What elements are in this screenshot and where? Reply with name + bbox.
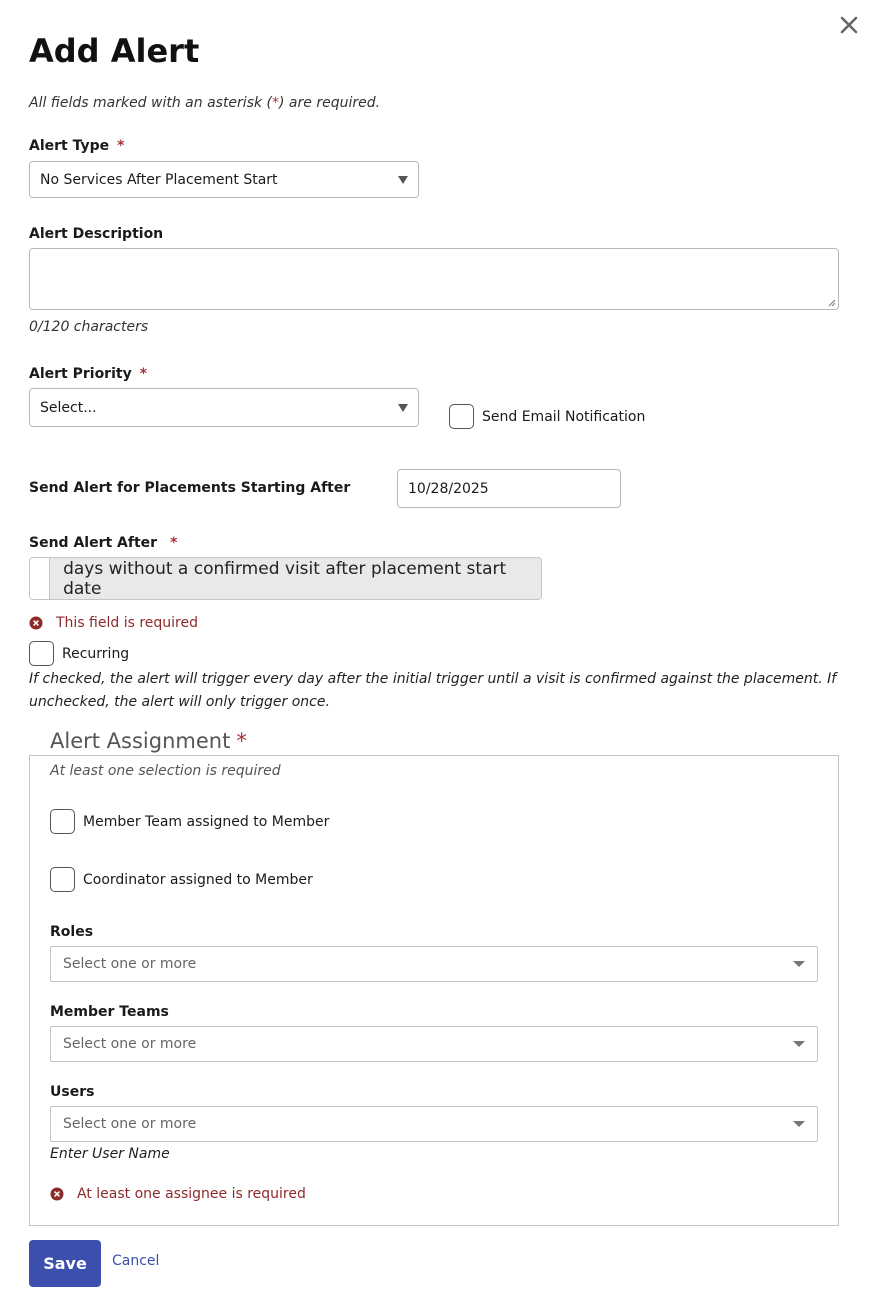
alert-priority-selected-value: Select... (40, 399, 97, 416)
roles-placeholder: Select one or more (63, 956, 197, 972)
member-teams-placeholder: Select one or more (63, 1036, 197, 1052)
recurring-checkbox[interactable] (29, 641, 54, 666)
alert-priority-label (29, 366, 147, 382)
recurring-help-text: If checked, the alert will trigger every day after the initial trigger until a visit is confirmed against the placement. If unchecked, the alert will only trigger once. (29, 671, 837, 710)
send-alert-after-label-text: Send Alert After (29, 535, 158, 551)
alert-priority-select[interactable] (29, 388, 419, 427)
users-hint: Enter User Name (50, 1146, 170, 1162)
member-teams-multiselect[interactable] (50, 1026, 818, 1062)
alert-priority-label-text: Alert Priority (29, 366, 132, 382)
send-email-checkbox[interactable] (449, 404, 474, 429)
alert-type-label-text: Alert Type (29, 138, 110, 154)
roles-multiselect[interactable] (50, 946, 818, 982)
alert-assignment-legend (40, 729, 257, 753)
dialog-title: Add Alert (29, 32, 200, 70)
member-team-label[interactable]: Member Team assigned to Member (83, 814, 330, 830)
send-alert-after-group (29, 557, 542, 600)
placements-after-date-input[interactable] (397, 469, 621, 508)
cancel-link[interactable]: Cancel (112, 1253, 160, 1269)
required-asterisk: * (236, 729, 247, 753)
required-asterisk: * (117, 138, 125, 154)
roles-label: Roles (50, 924, 94, 940)
send-alert-after-days-input[interactable] (30, 558, 50, 599)
caret-down-icon (793, 1041, 805, 1047)
caret-down-icon (793, 1121, 805, 1127)
required-note (29, 95, 380, 111)
send-alert-after-error (29, 615, 198, 631)
users-multiselect[interactable] (50, 1106, 818, 1142)
caret-down-icon (793, 961, 805, 967)
alert-type-label (29, 138, 124, 154)
send-alert-after-error-text: This field is required (56, 615, 199, 631)
required-note-asterisk: * (272, 95, 280, 111)
alert-assignment-legend-text: Alert Assignment (50, 729, 231, 753)
resize-grip-icon[interactable] (826, 297, 836, 307)
close-icon (840, 16, 858, 34)
alert-description-label: Alert Description (29, 226, 164, 242)
assignee-error (50, 1186, 306, 1202)
close-button[interactable] (836, 12, 862, 38)
save-button[interactable]: Save (29, 1240, 101, 1287)
alert-type-select[interactable] (29, 161, 419, 198)
error-icon (50, 1187, 64, 1201)
required-asterisk: * (139, 366, 148, 382)
coordinator-checkbox[interactable] (50, 867, 75, 892)
member-team-checkbox[interactable] (50, 809, 75, 834)
coordinator-label[interactable]: Coordinator assigned to Member (83, 872, 313, 888)
character-counter: 0/120 characters (29, 319, 149, 335)
send-email-label[interactable]: Send Email Notification (482, 409, 646, 425)
member-teams-label: Member Teams (50, 1004, 169, 1020)
placements-after-date-value: 10/28/2025 (408, 480, 489, 497)
send-alert-after-label (29, 535, 177, 551)
send-alert-after-addon: days without a confirmed visit after placement start date (50, 558, 541, 599)
users-placeholder: Select one or more (63, 1116, 197, 1132)
placements-after-label: Send Alert for Placements Starting After (29, 480, 351, 496)
required-note-prefix: All fields marked with an asterisk ( (29, 95, 273, 111)
caret-down-icon (398, 176, 408, 184)
required-asterisk: * (170, 535, 178, 551)
users-label: Users (50, 1084, 95, 1100)
required-note-suffix: ) are required. (279, 95, 381, 111)
recurring-label[interactable]: Recurring (62, 646, 130, 662)
alert-description-textarea[interactable] (29, 248, 839, 310)
assignee-error-text: At least one assignee is required (77, 1186, 306, 1202)
caret-down-icon (398, 404, 408, 412)
alert-type-selected-value: No Services After Placement Start (40, 171, 278, 188)
error-icon (29, 616, 43, 630)
assignment-note: At least one selection is required (50, 763, 281, 779)
